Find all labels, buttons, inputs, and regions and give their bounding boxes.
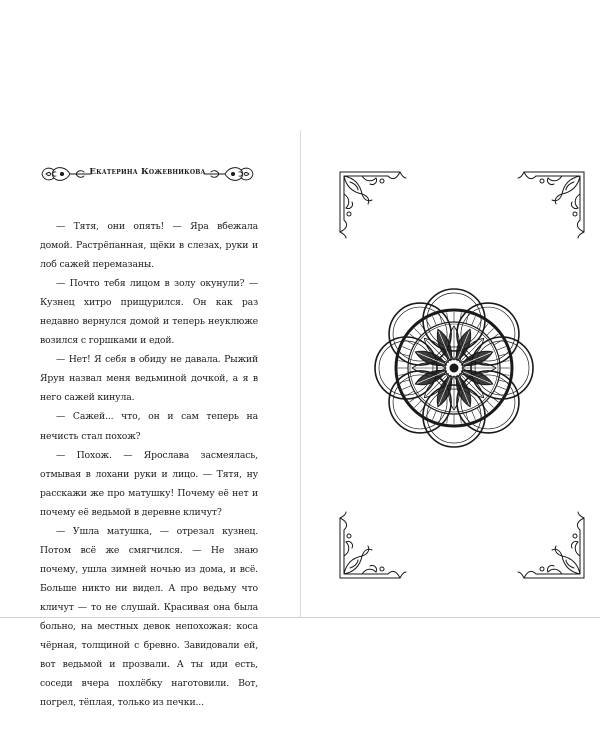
floral-corner-bottom-left-icon <box>338 510 408 580</box>
page-fold <box>300 130 301 618</box>
body-text <box>40 217 258 712</box>
header-ornament-right-icon <box>203 162 255 186</box>
paragraph: — Сажей... что, он и сам теперь на нечисть стал похож? <box>40 411 258 442</box>
paragraph: — Похож. — Ярослава засмеялась, отмывая в лохани руки и лицо. — Тятя, ну расскажи же про матушку! Почему её нет и почему её ведьмой в деревне кличут? <box>40 449 258 518</box>
floral-corner-bottom-right-icon <box>516 510 586 580</box>
paragraph: — Тятя, они опять! — Яра вбежала домой. Растрёпанная, щёки в слезах, руки и лоб сажей перемазаны. <box>40 221 258 271</box>
paragraph: — Почто тебя лицом в золу окунули? — Кузнец хитро прищурился. Он как раз недавно вернулся домой и теперь неуклюже возился с горшками и едой. <box>40 278 258 347</box>
running-header <box>40 162 255 186</box>
paragraph: — Ушла матушка, — отрезал кузнец. Потом всё же смягчился. — Не знаю почему, ушла зимней ночью из дома, и всё. Больше никто ни видел. А про ведьму что кличут — то не слушай. Красивая она была больно, на местных девок непохожая: коса чёрная, толщиной с бревно. Завидовали ей, вот ведьмой и прозвали. А ты иди есть, соседи вчера похлёбку наготовили. Вот, погрел, тёплая, только из печки... <box>40 525 258 709</box>
mandala-icon <box>373 287 535 449</box>
paragraph: — Нет! Я себя в обиду не давала. Рыжий Ярун назвал меня ведьминой дочкой, а я в него сажей кинула. <box>40 354 258 404</box>
author-name: Екатерина Кожевникова <box>89 167 206 177</box>
floral-corner-top-left-icon <box>338 170 408 240</box>
floral-corner-top-right-icon <box>516 170 586 240</box>
